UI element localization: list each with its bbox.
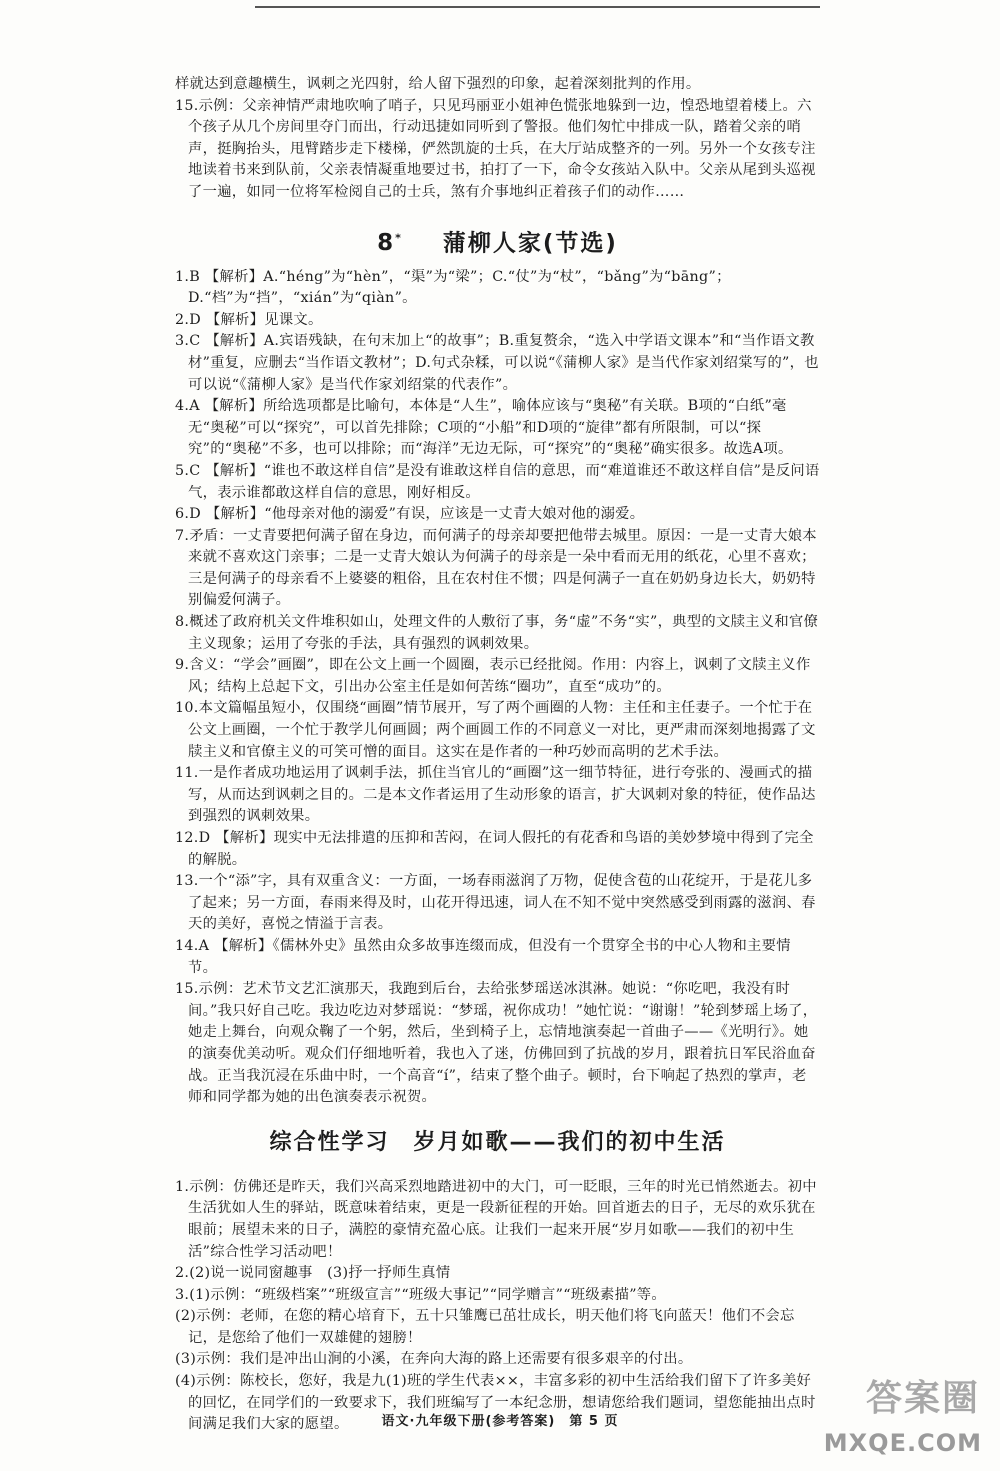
answer-item-1: 1.B 【解析】A.“héng”为“hèn”，“渠”为“梁”；C.“仗”为“杖”，“bǎng”为“bāng”；D.“档”为“挡”，“xián”为“qiàn”。 (175, 268, 731, 307)
continued-paragraph: 样就达到意趣横生，讽刺之光四射，给人留下强烈的印象，起着深刻批判的作用。 (175, 76, 701, 92)
answer-item-12: 12.D 【解析】现实中无法排遣的压抑和苦闷，在词人假托的有花香和鸟语的美妙梦境中得到了完全的解脱。 (175, 830, 814, 868)
answer-item-5: 5.C 【解析】“谁也不敢这样自信”是没有谁敢这样自信的意思，而“难道谁还不敢这样自信”是反问语气，表示谁都敢这样自信的意思，刚好相反。 (175, 462, 820, 501)
comprehensive-study-heading: 综合性学习 岁月如歌——我们的初中生活 (269, 1129, 726, 1155)
section-8-heading (175, 225, 820, 257)
page-footer: 语文·九年级下册(参考答案) 第 5 页 (381, 1414, 619, 1429)
top-rule (255, 6, 820, 8)
answer-item-9: 9.含义：“学会”画圈”，即在公文上画一个圆圈，表示已经批阅。作用：内容上，讽刺了文牍主义作风；结构上总起下文，引出办公室主任是如何苦练“圈功”，直至“成功”的。 (175, 657, 811, 695)
watermark-site: MXQE.COM (823, 1429, 982, 1457)
answer-item-6: 6.D 【解析】“他母亲对他的溺爱”有误，应该是一丈青大娘对他的溺爱。 (175, 506, 645, 523)
watermark-logo: 答案圈 (865, 1378, 980, 1419)
section-number-text: 8 (377, 230, 396, 257)
comp-item-3-3: (3)示例：我们是冲出山涧的小溪，在奔向大海的路上还需要有很多艰辛的付出。 (175, 1351, 693, 1368)
answer-item-15-prev: 15.示例：父亲神情严肃地吹响了哨子，只见玛丽亚小姐神色慌张地躲到一边，惶恐地望着楼上。六个孩子从几个房间里夺门而出，行动迅捷如同听到了警报。他们匆忙中排成一队，踏着父亲的哨声，挺胸抬头，甩臂踏步走下楼梯，俨然凯旋的士兵，在大厅站成整齐的一列。另外一个女孩专注地读着书来到队前，父亲表情凝重地要过书，拍打了一下，命令女孩站入队中。父亲从尾到头巡视了一遍，如同一位将军检阅自己的士兵，煞有介事地纠正着孩子们的动作…… (175, 97, 816, 200)
answer-item-4: 4.A 【解析】所给选项都是比喻句，本体是“人生”，喻体应该与“奥秘”有关联。B项的“白纸”毫无“奥秘”可以“探究”，可以首先排除；C项的“小船”和D项的“旋律”都有所限制，可以“探究”的“奥秘”不多，也可以排除；而“海洋”无边无际，可“探究”的“奥秘”确实很多。故选A项。 (175, 398, 793, 458)
section-mark: * (395, 231, 403, 245)
answer-item-7: 7.矛盾：一丈青要把何满子留在身边，而何满子的母亲却要把他带去城里。原因：一是一丈青大娘本来就不喜欢这门亲事；二是一丈青大娘认为何满子的母亲是一朵中看而无用的纸花，心里不喜欢；三是何满子的母亲看不上婆婆的粗俗，且在农村住不惯；四是何满子一直在奶奶身边长大，奶奶特别偏爱何满子。 (175, 527, 817, 609)
comp-item-3-4: (4)示例：陈校长，您好，我是九(1)班的学生代表××，丰富多彩的初中生活给我们留下了许多美好的回忆，在同学们的一致要求下，我们班编写了一本纪念册，想请您给我们题词，望您能抽出点时间满足我们大家的愿望。 (175, 1373, 816, 1433)
answer-page (175, 74, 820, 1436)
answer-item-8: 8.概述了政府机关文件堆积如山，处理文件的人敷衍了事，务“虚”不务“实”，典型的文牍主义和官僚主义现象；运用了夸张的手法，具有强烈的讽刺效果。 (175, 614, 819, 652)
answer-item-3: 3.C 【解析】A.宾语残缺，在句末加上“的故事”；B.重复赘余，“选入中学语文课本”和“当作语文教材”重复，应删去“当作语文教材”；D.句式杂糅，可以说“《蒲柳人家》是当代作家刘绍棠写的”，也可以说“《蒲柳人家》是当代作家刘绍棠的代表作”。 (175, 333, 819, 393)
answer-item-14: 14.A 【解析】《儒林外史》虽然由众多故事连缀而成，但没有一个贯穿全书的中心人物和主要情节。 (175, 937, 791, 976)
answer-item-11: 11.一是作者成功地运用了讽刺手法，抓住当官儿的“画圈”这一细节特征，进行夸张的、漫画式的描写，从而达到讽刺之目的。二是本文作者运用了生动形象的语言，扩大讽刺对象的特征，使作品达到强烈的讽刺效果。 (175, 765, 816, 825)
comp-item-1: 1.示例：仿佛还是昨天，我们兴高采烈地踏进初中的大门，可一眨眼，三年的时光已悄然逝去。初中生活犹如人生的驿站，既意味着结束，更是一段新征程的开始。回首逝去的日子，无尽的欢乐犹在眼前；展望未来的日子，满腔的豪情充盈心底。让我们一起来开展“岁月如歌——我们的初中生活”综合性学习活动吧！ (175, 1178, 817, 1260)
answer-item-10: 10.本文篇幅虽短小，仅围绕“画圈”情节展开，写了两个画圈的人物：主任和主任妻子。一个忙于在公文上画圈，一个忙于教学儿何画圆；两个画圆工作的不同意义一对比，更严肃而深刻地揭露了文牍主义和官僚主义的可笑可憎的面目。这实在是作者的一种巧妙而高明的艺术手法。 (175, 700, 816, 760)
comp-item-3-1: 3.(1)示例：“班级档案”“班级宣言”“班级大事记”“同学赠言”“班级素描”等。 (175, 1286, 666, 1303)
comp-item-3-2: (2)示例：老师，在您的精心培育下，五十只雏鹰已茁壮成长，明天他们将飞向蓝天！他们不会忘记，是您给了他们一双雄健的翅膀！ (175, 1308, 795, 1346)
section-8-number (377, 230, 403, 256)
answer-item-2: 2.D 【解析】见课文。 (175, 311, 323, 328)
answer-item-13: 13.一个“添”字，具有双重含义：一方面，一场春雨滋润了万物，促使含苞的山花绽开，于是花儿多了起来；另一方面，春雨来得及时，山花开得迅速，词人在不知不觉中突然感受到雨露的滋润、春天的美好，喜悦之情溢于言表。 (175, 873, 816, 933)
answer-item-15: 15.示例：艺术节文艺汇演那天，我跑到后台，去给张梦瑶送冰淇淋。她说：“你吃吧，我没有时间。”我只好自己吃。我边吃边对梦瑶说：“梦瑶，祝你成功！”她忙说：“谢谢！”轮到梦瑶上场了，她走上舞台，向观众鞠了一个躬，然后，坐到椅子上，忘情地演奏起一首曲子——《光明行》。她的演奏优美动听。观众们仔细地听着，我也入了迷，仿佛回到了抗战的岁月，跟着抗日军民浴血奋战。正当我沉浸在乐曲中时，一个高音“í”，结束了整个曲子。顿时，台下响起了热烈的掌声，老师和同学都为她的出色演奏表示祝贺。 (175, 981, 818, 1106)
comp-item-2: 2.(2)说一说同窗趣事 (3)抒一抒师生真情 (175, 1265, 451, 1282)
section-8-title: 蒲柳人家(节选) (442, 230, 618, 257)
